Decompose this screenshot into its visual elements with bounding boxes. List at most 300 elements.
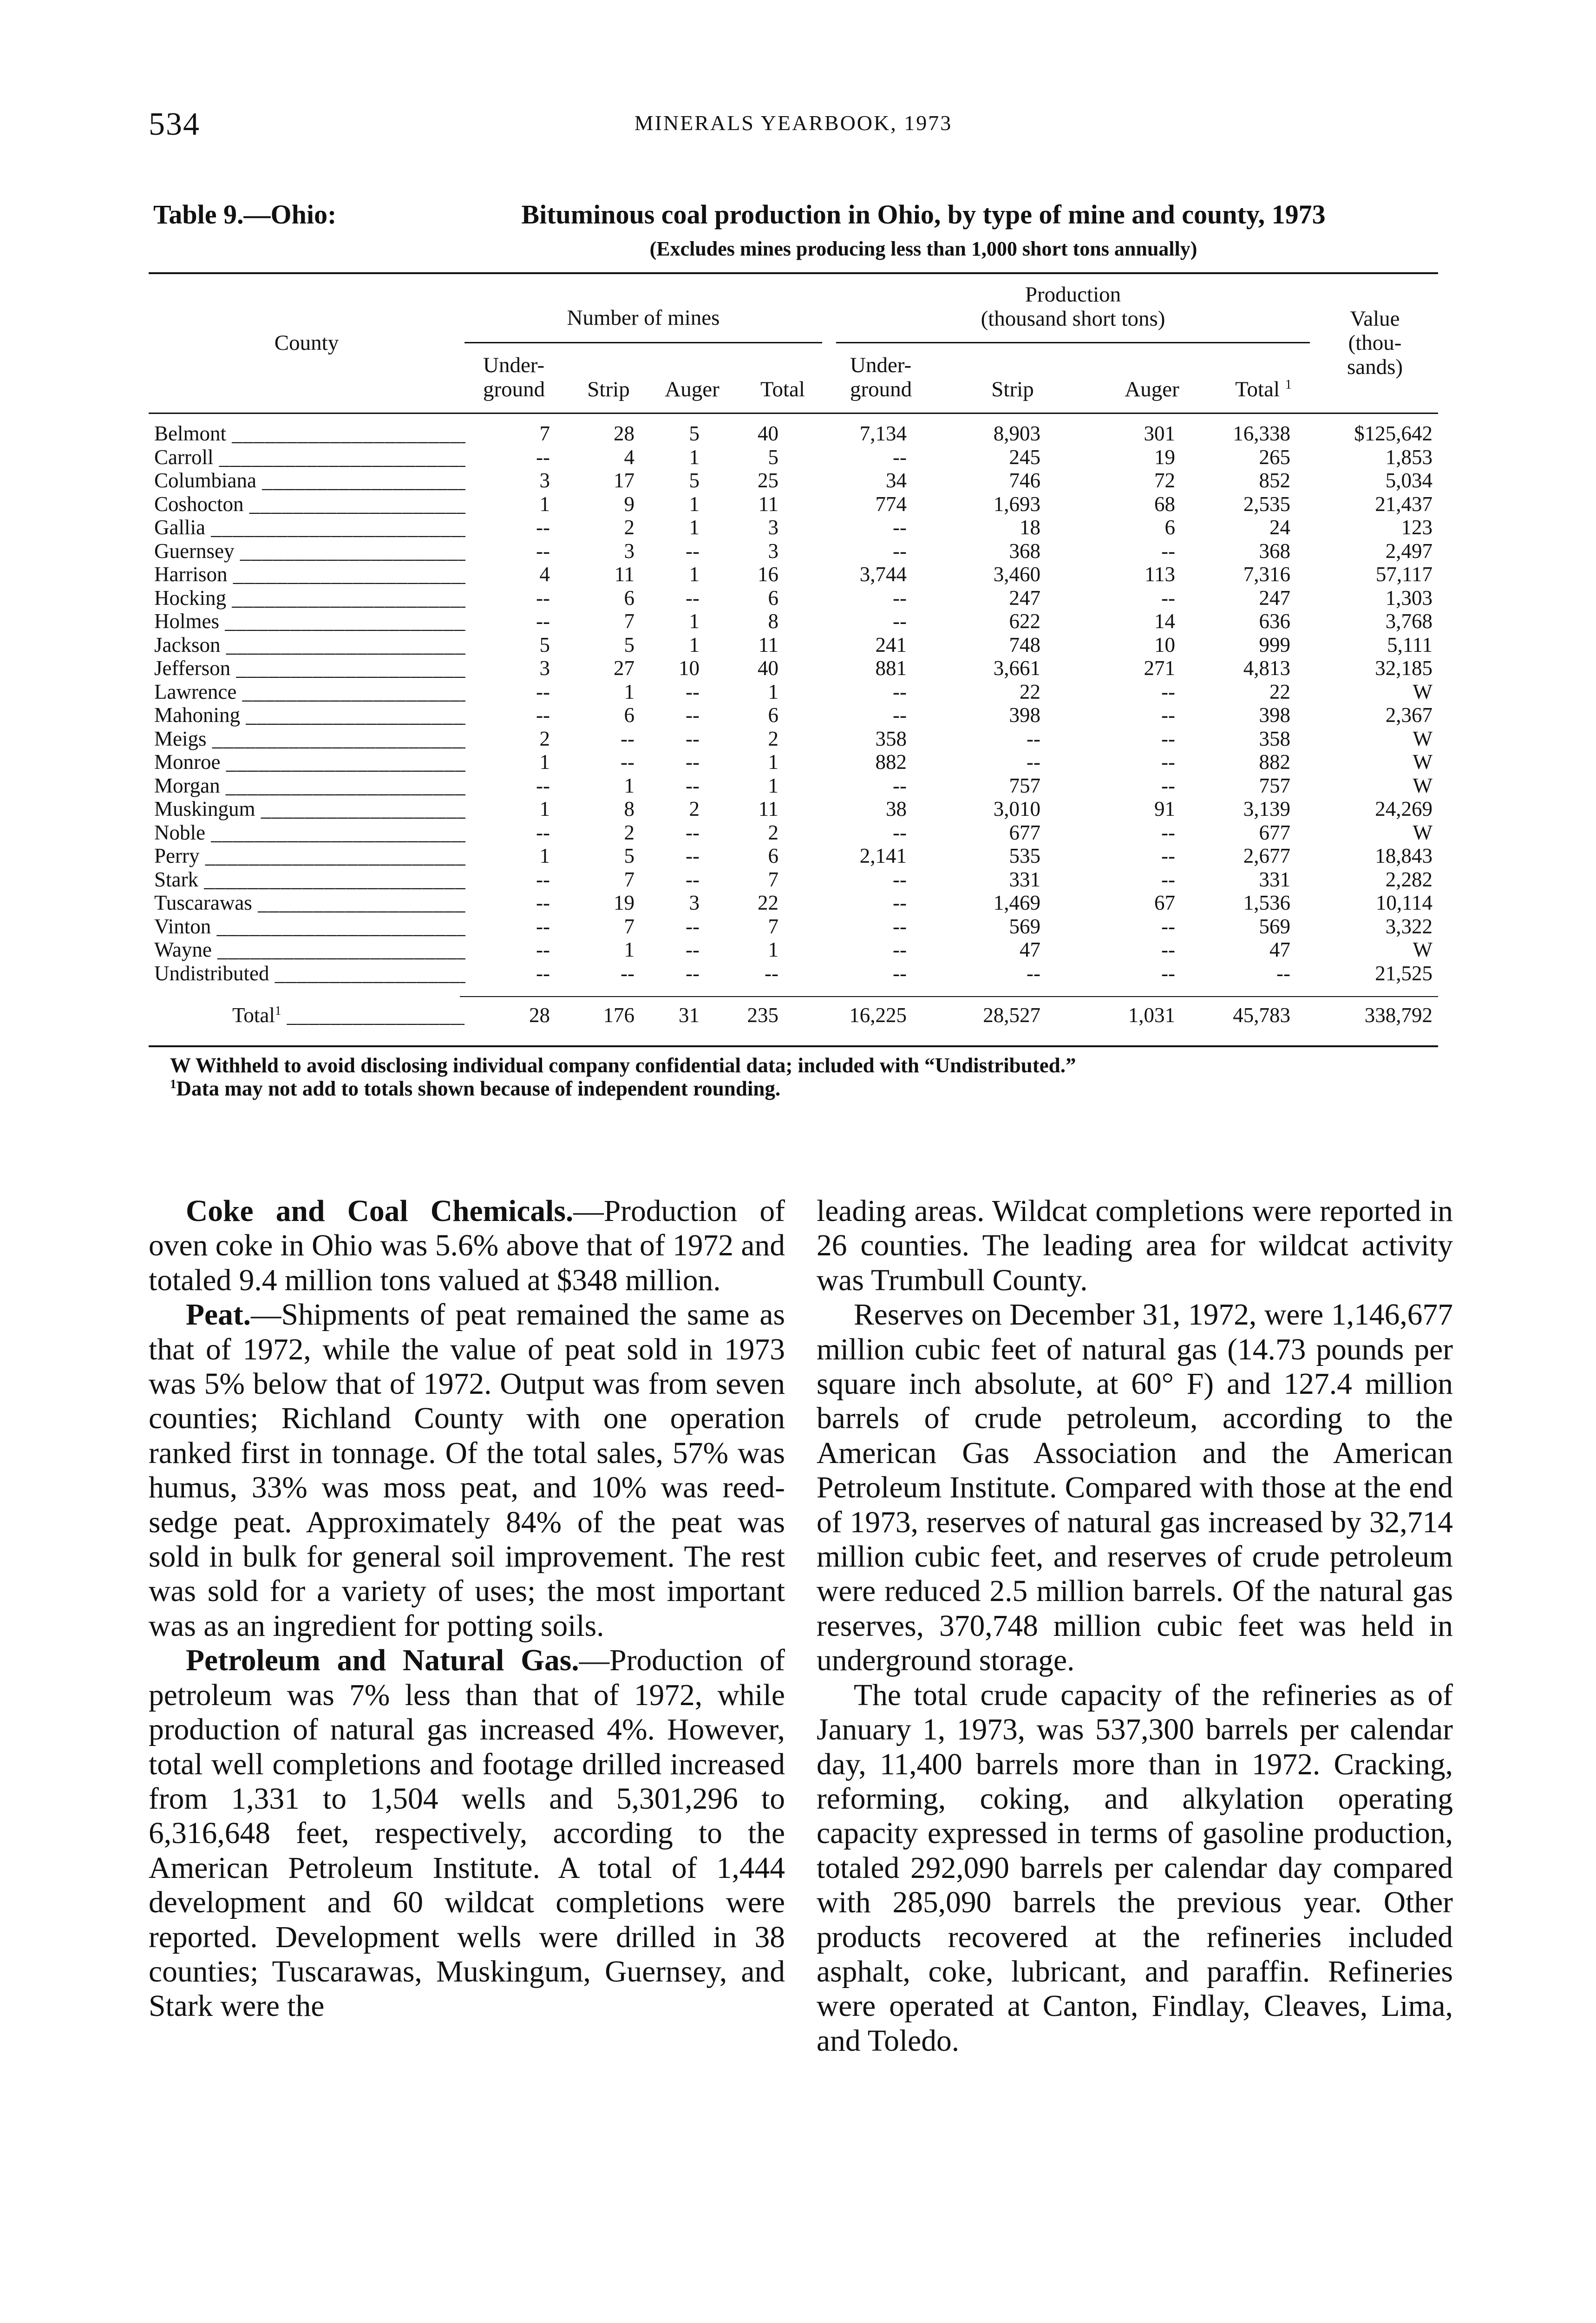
county-name: Holmes _____ (154, 610, 465, 633)
cell-mines-auger: 1 (689, 610, 700, 633)
paragraph-text: The total crude capacity of the refineries as of January 1, 1973, was 537,300 barrels per calendar day, 11,400 barrels more than in 1972. Cracking, reforming, coking, and alkylation operating capacity expressed in terms of gasoline production, totaled 292,090 barrels per calendar day compared with 285,090 barrels the previous year. Other products recovered at the refineries included asphalt, coke, lubricant, and paraffin. Refineries were operated at Canton, Findlay, Cleaves, Lima, and Toledo. (817, 1678, 1453, 2058)
total-mines-auger: 31 (679, 1004, 700, 1027)
total-mines-total: 235 (747, 1004, 778, 1027)
county-name: Monroe _____ (154, 750, 465, 774)
header-mines-underground-2: ground (483, 377, 545, 401)
header-county: County (274, 331, 339, 355)
cell-mines-strip: 4 (624, 445, 634, 469)
cell-prod-underground: 358 (875, 727, 907, 750)
table-subtitle: (Excludes mines producing less than 1,000 short tons annually) (649, 237, 1197, 260)
cell-mines-strip: 6 (624, 703, 634, 727)
cell-prod-total: 999 (1259, 633, 1290, 656)
county-name: Undistributed _____ (154, 962, 465, 985)
header-prod-strip: Strip (991, 377, 1034, 401)
footnote-rounding-text: Data may not add to totals shown because of independent rounding. (176, 1077, 781, 1100)
paragraph (817, 1678, 1453, 2058)
cell-mines-underground: -- (536, 516, 550, 539)
cell-mines-total: 11 (758, 797, 778, 820)
table-row (149, 633, 1438, 657)
footnote-withheld: W Withheld to avoid disclosing individual company confidential data; included with “Undistributed.” (170, 1054, 1076, 1077)
cell-prod-underground: 2,141 (859, 844, 907, 867)
header-mines-total: Total (760, 377, 805, 401)
paragraph-text: —Production of petroleum was 7% less than that of 1972, while production of natural gas increased 4%. However, total well completions and footage drilled increased from 1,331 to 1,504 wells and 5,301,296 to 6,316,648 feet, respectively, according to the American Petroleum Institute. A total of 1,444 development and 60 wildcat completions were reported. Development wells were drilled in 38 counties; Tuscarawas, Muskingum, Guernsey, and Stark were the (149, 1644, 785, 2023)
cell-prod-strip: 247 (1009, 586, 1040, 610)
cell-mines-strip: 7 (624, 610, 634, 633)
cell-mines-underground: -- (536, 445, 550, 469)
cell-prod-auger: 68 (1154, 492, 1175, 516)
table-row (149, 844, 1438, 868)
cell-prod-total: 2,535 (1243, 492, 1290, 516)
table-row (149, 891, 1438, 915)
cell-mines-total: 1 (768, 938, 778, 961)
footnote-marker: 1 (275, 1004, 281, 1017)
cell-mines-underground: 4 (539, 563, 550, 586)
cell-prod-total: 2,677 (1243, 844, 1290, 867)
cell-prod-underground: -- (893, 774, 907, 797)
cell-value: W (1413, 750, 1432, 774)
cell-mines-underground: 3 (539, 656, 550, 680)
cell-mines-auger: -- (686, 867, 700, 891)
cell-mines-total: 22 (758, 891, 778, 914)
cell-mines-auger: -- (686, 680, 700, 703)
cell-mines-underground: -- (536, 961, 550, 985)
table-row (149, 868, 1438, 892)
cell-mines-underground: -- (536, 680, 550, 703)
cell-prod-auger: -- (1161, 586, 1175, 610)
table-title: Bituminous coal production in Ohio, by type of mine and county, 1973 (521, 199, 1326, 230)
cell-mines-total: 16 (758, 563, 778, 586)
county-name: Lawrence _____ (154, 680, 465, 704)
cell-prod-total: 1,536 (1243, 891, 1290, 914)
run-in-heading: Peat. (186, 1298, 251, 1332)
mines-header-rule (464, 342, 822, 343)
cell-mines-underground: -- (536, 610, 550, 633)
cell-prod-strip: -- (1027, 727, 1040, 750)
cell-prod-auger: -- (1161, 539, 1175, 563)
page-number: 534 (149, 106, 200, 142)
county-name: Morgan _____ (154, 774, 465, 798)
cell-mines-total: 2 (768, 820, 778, 844)
cell-value: 2,367 (1385, 703, 1432, 727)
cell-prod-total: 398 (1259, 703, 1290, 727)
table-row (149, 750, 1438, 774)
cell-mines-underground: 3 (539, 469, 550, 492)
header-mines-strip: Strip (587, 377, 630, 401)
cell-mines-total: 1 (768, 750, 778, 774)
cell-mines-strip: 7 (624, 914, 634, 938)
cell-prod-total: 265 (1259, 445, 1290, 469)
cell-mines-underground: -- (536, 867, 550, 891)
cell-prod-total: 636 (1259, 610, 1290, 633)
cell-mines-auger: 10 (679, 656, 700, 680)
cell-value: 2,282 (1385, 867, 1432, 891)
cell-prod-auger: -- (1161, 680, 1175, 703)
cell-mines-auger: -- (686, 820, 700, 844)
county-name: Mahoning _____ (154, 703, 465, 727)
table-row (149, 563, 1438, 586)
cell-prod-underground: 34 (886, 469, 907, 492)
header-prod-total-label: Total (1235, 377, 1280, 401)
cell-prod-strip: 3,460 (993, 563, 1040, 586)
table-bottom-rule (149, 1045, 1438, 1047)
cell-prod-underground: 241 (875, 633, 907, 656)
table-total-row (149, 1004, 1438, 1027)
cell-prod-auger: -- (1161, 844, 1175, 867)
table-row (149, 656, 1438, 680)
cell-mines-underground: -- (536, 703, 550, 727)
cell-value: 3,768 (1385, 610, 1432, 633)
cell-mines-underground: -- (536, 914, 550, 938)
cell-prod-auger: -- (1161, 914, 1175, 938)
cell-mines-strip: 5 (624, 633, 634, 656)
cell-mines-auger: 1 (689, 445, 700, 469)
cell-mines-strip: -- (621, 727, 634, 750)
cell-prod-auger: 72 (1154, 469, 1175, 492)
cell-prod-underground: -- (893, 820, 907, 844)
cell-mines-auger: -- (686, 539, 700, 563)
cell-value: W (1413, 820, 1432, 844)
table-row (149, 915, 1438, 938)
paragraph-text: —Shipments of peat remained the same as that of 1972, while the value of peat sold in 1973 was 5% below that of 1972. Output was from seven counties; Richland County with one operation ranked first in tonnage. Of the total sales, 57% was humus, 33% was moss peat, and 10% was reed-sedge peat. Approximately 84% of the peat was sold in bulk for general soil improvement. The rest was sold for a variety of uses; the most important was as an ingredient for potting soils. (149, 1298, 785, 1643)
cell-prod-total: 16,338 (1233, 422, 1290, 445)
county-name: Perry _____ (154, 844, 465, 868)
table-row (149, 774, 1438, 798)
paragraph-text: leading areas. Wildcat completions were reported in 26 counties. The leading area for wildcat activity was Trumbull County. (817, 1194, 1453, 1297)
cell-value: W (1413, 938, 1432, 961)
header-prod-total (1222, 377, 1305, 401)
body-column-right (817, 1194, 1453, 2058)
cell-prod-strip: -- (1027, 750, 1040, 774)
footnote-marker: 1 (1285, 377, 1292, 392)
cell-mines-total: 1 (768, 774, 778, 797)
cell-prod-auger: 91 (1154, 797, 1175, 820)
table-row (149, 446, 1438, 469)
county-name: Vinton _____ (154, 915, 465, 938)
cell-prod-total: -- (1276, 961, 1290, 985)
cell-mines-total: 8 (768, 610, 778, 633)
cell-prod-total: 4,813 (1243, 656, 1290, 680)
county-name: Coshocton _____ (154, 492, 465, 516)
cell-mines-auger: 1 (689, 633, 700, 656)
table-row (149, 586, 1438, 610)
cell-prod-strip: 398 (1009, 703, 1040, 727)
cell-prod-auger: 67 (1154, 891, 1175, 914)
cell-prod-underground: 38 (886, 797, 907, 820)
cell-mines-strip: 5 (624, 844, 634, 867)
table-row (149, 727, 1438, 751)
cell-prod-total: 47 (1269, 938, 1290, 961)
cell-mines-underground: -- (536, 938, 550, 961)
cell-value: 10,114 (1375, 891, 1432, 914)
cell-mines-strip: 27 (614, 656, 634, 680)
cell-prod-total: 7,316 (1243, 563, 1290, 586)
total-value: 338,792 (1364, 1004, 1432, 1027)
cell-prod-auger: -- (1161, 938, 1175, 961)
cell-prod-total: 569 (1259, 914, 1290, 938)
cell-prod-strip: 1,693 (993, 492, 1040, 516)
cell-mines-strip: 2 (624, 820, 634, 844)
cell-prod-auger: -- (1161, 820, 1175, 844)
county-name: Jackson _____ (154, 633, 465, 657)
cell-prod-underground: 3,744 (859, 563, 907, 586)
county-name: Meigs _____ (154, 727, 465, 751)
table-number: Table 9.—Ohio: (153, 199, 337, 230)
cell-prod-total: 358 (1259, 727, 1290, 750)
cell-mines-underground: 1 (539, 797, 550, 820)
cell-prod-auger: -- (1161, 867, 1175, 891)
cell-prod-strip: 535 (1009, 844, 1040, 867)
cell-mines-total: 11 (758, 492, 778, 516)
cell-mines-auger: -- (686, 750, 700, 774)
cell-prod-strip: 622 (1009, 610, 1040, 633)
table-row (149, 938, 1438, 962)
cell-prod-auger: 113 (1145, 563, 1175, 586)
county-name: Belmont _____ (154, 422, 465, 446)
cell-mines-underground: 5 (539, 633, 550, 656)
header-mines-auger: Auger (665, 377, 720, 401)
cell-prod-underground: 774 (875, 492, 907, 516)
cell-mines-total: -- (765, 961, 778, 985)
cell-mines-strip: 19 (614, 891, 634, 914)
cell-mines-auger: -- (686, 774, 700, 797)
header-production-line2: (thousand short tons) (981, 307, 1165, 331)
cell-mines-auger: -- (686, 727, 700, 750)
cell-prod-underground: 882 (875, 750, 907, 774)
header-value-line1: Value (1350, 307, 1400, 331)
cell-prod-strip: 245 (1009, 445, 1040, 469)
cell-prod-strip: 3,010 (993, 797, 1040, 820)
total-mines-strip: 176 (603, 1004, 634, 1027)
table-row (149, 680, 1438, 704)
cell-mines-underground: -- (536, 891, 550, 914)
cell-mines-underground: 2 (539, 727, 550, 750)
cell-prod-strip: 748 (1009, 633, 1040, 656)
cell-prod-total: 22 (1269, 680, 1290, 703)
county-name: Muskingum _____ (154, 797, 465, 821)
cell-prod-auger: -- (1161, 961, 1175, 985)
table-row (149, 539, 1438, 563)
table-row (149, 516, 1438, 539)
cell-prod-auger: 10 (1154, 633, 1175, 656)
page-header (149, 106, 1438, 148)
paragraph (817, 1298, 1453, 1678)
cell-prod-total: 757 (1259, 774, 1290, 797)
cell-value: 2,497 (1385, 539, 1432, 563)
cell-mines-total: 7 (768, 867, 778, 891)
cell-prod-strip: 757 (1009, 774, 1040, 797)
cell-value: $125,642 (1354, 422, 1432, 445)
cell-value: 5,034 (1385, 469, 1432, 492)
cell-prod-total: 882 (1259, 750, 1290, 774)
cell-mines-total: 1 (768, 680, 778, 703)
cell-value: 21,525 (1375, 961, 1432, 985)
header-number-of-mines: Number of mines (567, 306, 720, 330)
cell-prod-underground: -- (893, 961, 907, 985)
cell-prod-strip: 47 (1020, 938, 1040, 961)
paragraph (817, 1194, 1453, 1298)
cell-prod-auger: -- (1161, 774, 1175, 797)
cell-mines-strip: 9 (624, 492, 634, 516)
cell-value: 1,853 (1385, 445, 1432, 469)
cell-prod-underground: 7,134 (859, 422, 907, 445)
cell-prod-underground: -- (893, 539, 907, 563)
cell-prod-underground: -- (893, 680, 907, 703)
cell-prod-auger: 301 (1144, 422, 1175, 445)
header-production-line1: Production (1025, 282, 1121, 307)
production-header-rule (836, 342, 1310, 343)
cell-mines-strip: 3 (624, 539, 634, 563)
county-name: Noble _____ (154, 821, 465, 845)
cell-prod-auger: -- (1161, 750, 1175, 774)
cell-mines-total: 2 (768, 727, 778, 750)
cell-mines-strip: 1 (624, 680, 634, 703)
cell-prod-underground: 881 (875, 656, 907, 680)
cell-prod-strip: 331 (1009, 867, 1040, 891)
cell-prod-total: 852 (1259, 469, 1290, 492)
county-name: Jefferson _____ (154, 656, 465, 680)
cell-mines-strip: 11 (614, 563, 634, 586)
cell-value: 1,303 (1385, 586, 1432, 610)
cell-prod-underground: -- (893, 867, 907, 891)
total-prod-underground: 16,225 (849, 1004, 907, 1027)
cell-value: 5,111 (1387, 633, 1432, 656)
cell-mines-underground: 1 (539, 750, 550, 774)
cell-prod-strip: 677 (1009, 820, 1040, 844)
cell-prod-total: 24 (1269, 516, 1290, 539)
cell-mines-auger: 5 (689, 422, 700, 445)
table-row (149, 469, 1438, 492)
cell-prod-total: 247 (1259, 586, 1290, 610)
cell-mines-strip: -- (621, 750, 634, 774)
table-row (149, 492, 1438, 516)
cell-value: 123 (1401, 516, 1432, 539)
cell-prod-underground: -- (893, 516, 907, 539)
header-value-line3: sands) (1347, 355, 1403, 379)
cell-prod-strip: 8,903 (993, 422, 1040, 445)
cell-mines-strip: 1 (624, 774, 634, 797)
cell-prod-total: 368 (1259, 539, 1290, 563)
cell-prod-strip: 3,661 (993, 656, 1040, 680)
cell-prod-auger: 6 (1164, 516, 1175, 539)
cell-mines-strip: 17 (614, 469, 634, 492)
paragraph (149, 1298, 785, 1643)
cell-mines-underground: -- (536, 774, 550, 797)
cell-prod-underground: -- (893, 610, 907, 633)
cell-mines-total: 3 (768, 516, 778, 539)
cell-prod-underground: -- (893, 914, 907, 938)
cell-mines-underground: -- (536, 586, 550, 610)
cell-mines-underground: 7 (539, 422, 550, 445)
county-name: Guernsey _____ (154, 539, 465, 563)
cell-mines-strip: 1 (624, 938, 634, 961)
cell-mines-underground: 1 (539, 492, 550, 516)
cell-mines-auger: 3 (689, 891, 700, 914)
cell-prod-strip: 368 (1009, 539, 1040, 563)
cell-mines-total: 6 (768, 844, 778, 867)
total-prod-auger: 1,031 (1128, 1004, 1175, 1027)
table-row (149, 422, 1438, 446)
cell-value: W (1413, 774, 1432, 797)
cell-mines-total: 11 (758, 633, 778, 656)
header-prod-underground-2: ground (850, 377, 912, 401)
county-name: Carroll _____ (154, 446, 465, 469)
cell-mines-total: 3 (768, 539, 778, 563)
paragraph (149, 1643, 785, 2023)
table-footnotes (149, 1054, 1438, 1100)
cell-mines-total: 6 (768, 703, 778, 727)
table-row (149, 821, 1438, 845)
cell-prod-auger: -- (1161, 727, 1175, 750)
run-in-heading: Petroleum and Natural Gas. (186, 1644, 579, 1678)
cell-prod-total: 677 (1259, 820, 1290, 844)
cell-mines-total: 40 (758, 422, 778, 445)
cell-prod-auger: 19 (1154, 445, 1175, 469)
cell-mines-auger: 1 (689, 563, 700, 586)
cell-prod-total: 3,139 (1243, 797, 1290, 820)
paragraph-text: —Production of oven coke in Ohio was 5.6% above that of 1972 and totaled 9.4 million tons valued at $348 million. (149, 1194, 785, 1297)
table-row (149, 797, 1438, 821)
cell-mines-underground: -- (536, 820, 550, 844)
cell-value: 24,269 (1375, 797, 1432, 820)
cell-mines-total: 5 (768, 445, 778, 469)
county-name: Gallia _____ (154, 516, 465, 539)
cell-prod-strip: 22 (1020, 680, 1040, 703)
county-name: Harrison _____ (154, 563, 465, 586)
cell-prod-underground: -- (893, 445, 907, 469)
footnote-marker: 1 (170, 1077, 177, 1091)
header-mines-underground-1: Under- (483, 353, 545, 377)
cell-mines-underground: 1 (539, 844, 550, 867)
table-row (149, 703, 1438, 727)
cell-mines-strip: -- (621, 961, 634, 985)
cell-mines-strip: 6 (624, 586, 634, 610)
cell-mines-auger: -- (686, 961, 700, 985)
cell-mines-auger: -- (686, 586, 700, 610)
table-row (149, 610, 1438, 633)
cell-mines-total: 40 (758, 656, 778, 680)
cell-mines-auger: -- (686, 703, 700, 727)
cell-value: W (1413, 680, 1432, 703)
cell-prod-strip: 1,469 (993, 891, 1040, 914)
cell-value: 32,185 (1375, 656, 1432, 680)
total-label-text: Total (232, 1004, 275, 1027)
cell-value: 57,117 (1375, 563, 1432, 586)
table-body (149, 422, 1438, 985)
cell-mines-underground: -- (536, 539, 550, 563)
county-name: Stark _____ (154, 868, 465, 892)
cell-mines-auger: 5 (689, 469, 700, 492)
header-prod-underground-1: Under- (850, 353, 912, 377)
cell-mines-strip: 8 (624, 797, 634, 820)
cell-prod-auger: 14 (1154, 610, 1175, 633)
table-row (149, 962, 1438, 985)
cell-prod-underground: -- (893, 938, 907, 961)
cell-value: W (1413, 727, 1432, 750)
cell-mines-auger: 1 (689, 516, 700, 539)
county-name: Hocking _____ (154, 586, 465, 610)
cell-prod-underground: -- (893, 586, 907, 610)
cell-value: 21,437 (1375, 492, 1432, 516)
cell-value: 3,322 (1385, 914, 1432, 938)
header-value-line2: (thou- (1348, 331, 1402, 355)
cell-mines-strip: 2 (624, 516, 634, 539)
total-separator-rule (460, 996, 1438, 997)
cell-prod-underground: -- (893, 703, 907, 727)
cell-mines-total: 6 (768, 586, 778, 610)
cell-mines-total: 7 (768, 914, 778, 938)
county-name: Columbiana _____ (154, 469, 465, 492)
cell-prod-auger: 271 (1144, 656, 1175, 680)
